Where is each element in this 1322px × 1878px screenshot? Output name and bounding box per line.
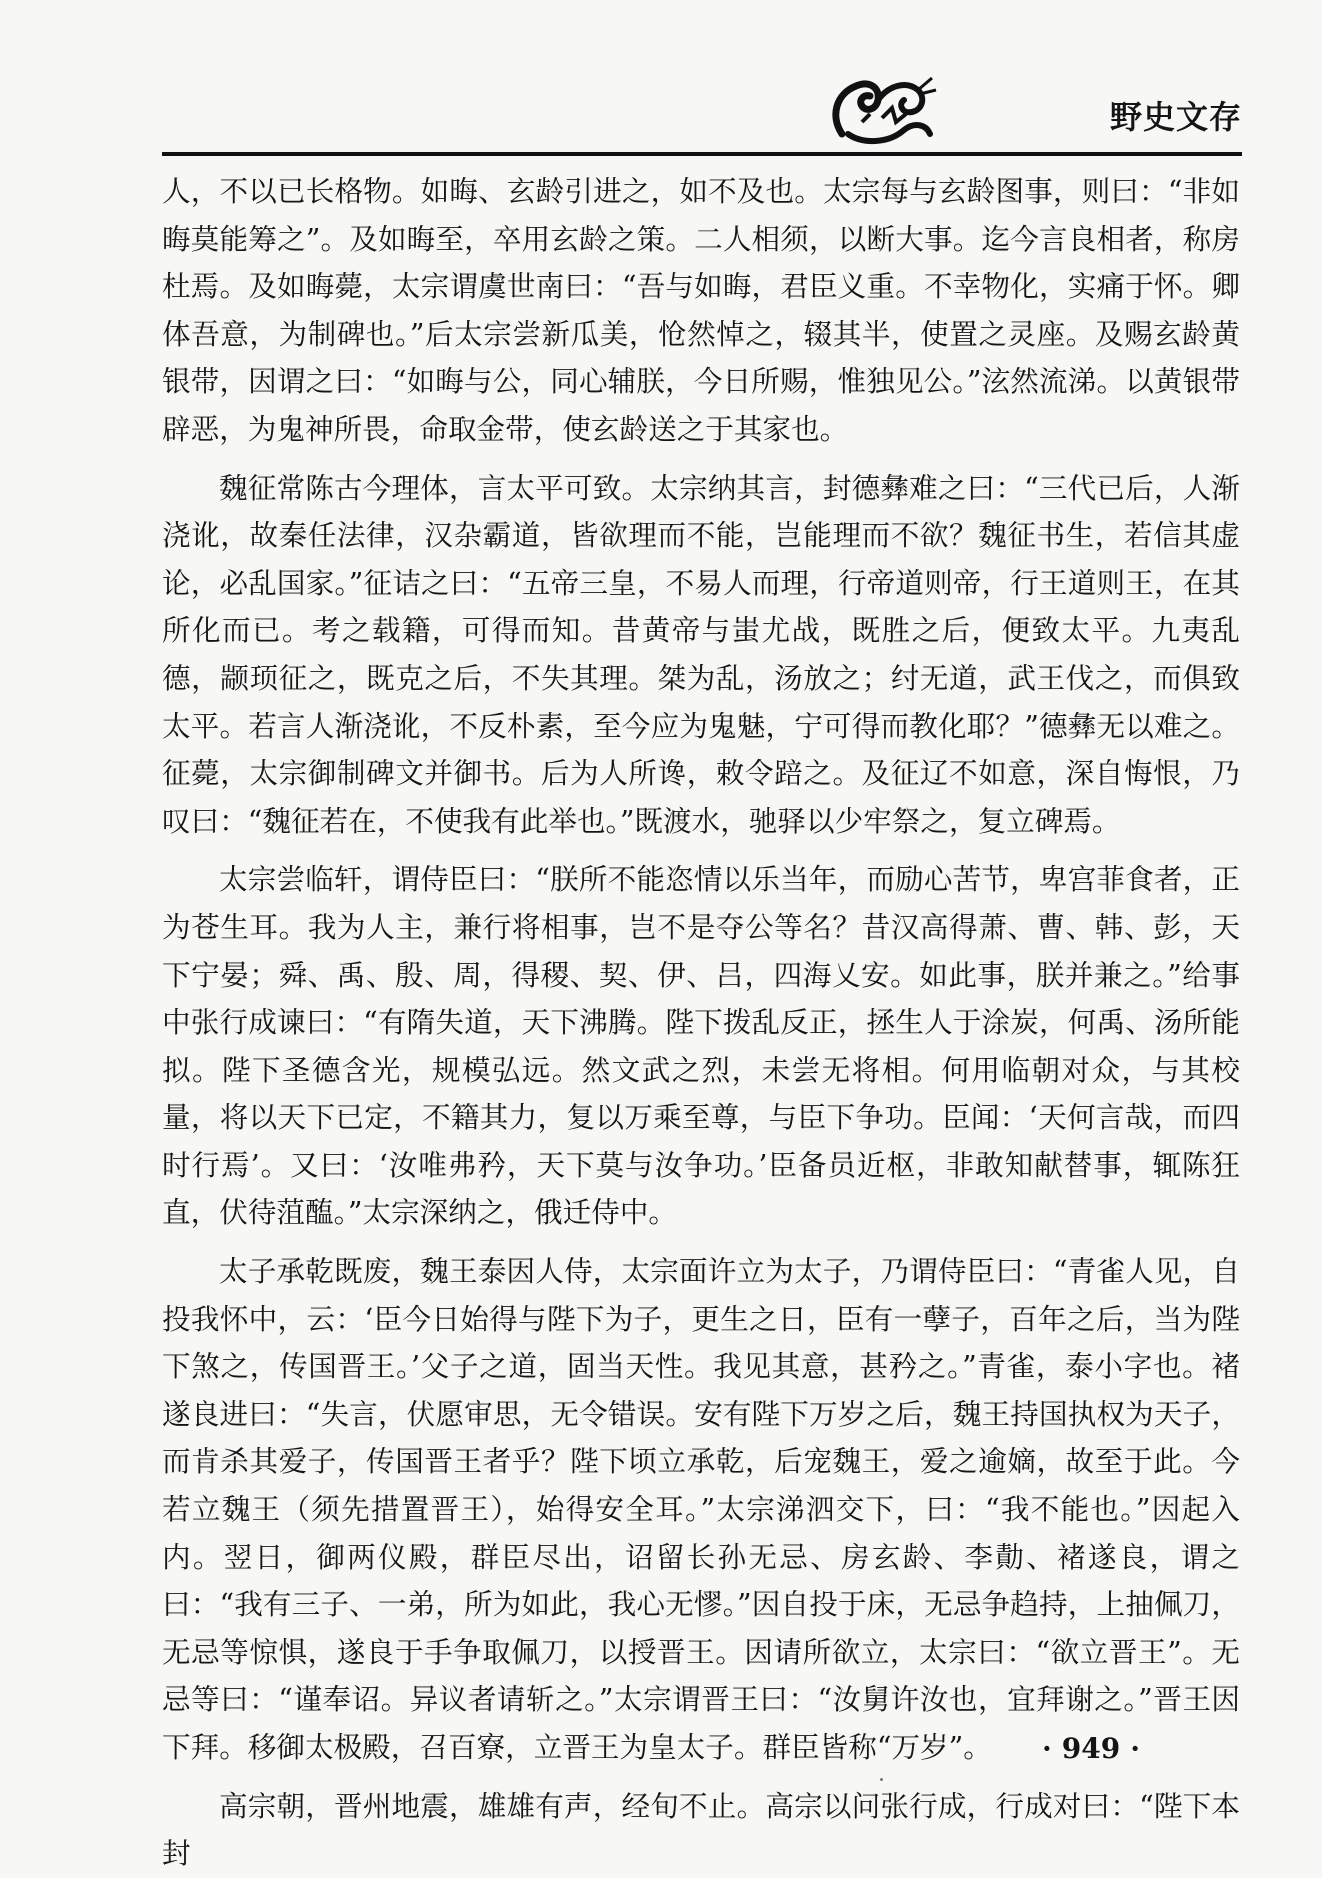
running-title: 野史文存 (1109, 98, 1242, 136)
footer-dot-right: · (1130, 1732, 1140, 1765)
paragraph-5: 高宗朝，晋州地震，雄雄有声，经旬不止。高宗以问张行成，行成对曰：“陛下本封 (162, 1788, 1240, 1871)
body-text (162, 168, 1240, 1878)
header-rule (162, 152, 1242, 156)
paragraph-3: 太宗尝临轩，谓侍臣曰：“朕所不能恣情以乐当年，而励心苦节，卑宫菲食者，正为苍生耳。我为人主，兼行将相事，岂不是夺公等名？昔汉高得萧、曹、韩、彭，天下宁晏；舜、禹、殷、周，得稷、契、伊、吕，四海乂安。如此事，朕并兼之。”给事中张行成谏曰：“有隋失道，天下沸腾。陛下拨乱反正，拯生人于涂炭，何禹、汤所能拟。陛下圣德含光，规模弘远。然文武之烈，未尝无将相。何用临朝对众，与其校量，将以天下已定，不籍其力，复以万乘至尊，与臣下争功。臣闻：‘天何言哉，而四时行焉’。又曰：‘汝唯弗矜，天下莫与汝争功。’臣备员近枢，非敢知献替事，辄陈狂直，伏待菹醢。”太宗深纳之，俄迁侍中。 (162, 862, 1240, 1230)
page-footer (1032, 1732, 1150, 1765)
paragraph-4: 太子承乾既废，魏王泰因人侍，太宗面许立为太子，乃谓侍臣曰：“青雀人见，自投我怀中，云：‘臣今日始得与陛下为子，更生之日，臣有一孽子，百年之后，当为陛下煞之，传国晋王。’父子之道，固当天性。我见其意，甚矜之。”青雀，泰小字也。褚遂良进曰：“失言，伏愿审思，无令错误。安有陛下万岁之后，魏王持国执权为天子，而肯杀其爱子，传国晋王者乎？陛下顷立承乾，后宠魏王，爱之逾嫡，故至于此。今若立魏王（须先措置晋王），始得安全耳。”太宗涕泗交下，曰：“我不能也。”因起入内。翌日，御两仪殿，群臣尽出，诏留长孙无忌、房玄龄、李勣、褚遂良，谓之曰：“我有三子、一弟，所为如此，我心无憀。”因自投于床，无忌争趋持，上抽佩刀，无忌等惊惧，遂良于手争取佩刀，以授晋王。因请所欲立，太宗曰：“欲立晋王”。无忌等曰：“谨奉诏。异议者请斩之。”太宗谓晋王曰：“汝舅许汝也，宜拜谢之。”晋王因下拜。移御太极殿，召百寮，立晋王为皇太子。群臣皆称“万岁”。 (162, 1254, 1240, 1764)
dragon-emblem-icon (822, 64, 942, 156)
paragraph-2: 魏征常陈古今理体，言太平可致。太宗纳其言，封德彝难之曰：“三代已后，人渐浇讹，故秦任法律，汉杂霸道，皆欲理而不能，岂能理而不欲？魏征书生，若信其虚论，必乱国家。”征诘之曰：“五帝三皇，不易人而理，行帝道则帝，行王道则王，在其所化而已。考之载籍，可得而知。昔黄帝与蚩尤战，既胜之后，便致太平。九夷乱德，颛顼征之，既克之后，不失其理。桀为乱，汤放之；纣无道，武王伐之，而俱致太平。若言人渐浇讹，不反朴素，至今应为鬼魅，宁可得而教化耶？”德彝无以难之。征薨，太宗御制碑文并御书。后为人所谗，敕令踣之。及征辽不如意，深自悔恨，乃叹曰：“魏征若在，不使我有此举也。”既渡水，驰驿以少牢祭之，复立碑焉。 (162, 470, 1240, 838)
paragraph-1: 人，不以已长格物。如晦、玄龄引进之，如不及也。太宗每与玄龄图事，则曰：“非如晦莫能筹之”。及如晦至，卒用玄龄之策。二人相须，以断大事。迄今言良相者，称房杜焉。及如晦薨，太宗谓虞世南曰：“吾与如晦，君臣义重。不幸物化，实痛于怀。卿体吾意，为制碑也。”后太宗尝新瓜美，怆然悼之，辍其半，使置之灵座。及赐玄龄黄银带，因谓之曰：“如晦与公，同心辅朕，今日所赐，惟独见公。”泫然流涕。以黄银带辟恶，为鬼神所畏，命取金带，使玄龄送之于其家也。 (162, 174, 1240, 446)
page-number: 949 (1061, 1732, 1121, 1765)
page-header (162, 74, 1242, 156)
footer-dot-left: · (1042, 1732, 1052, 1765)
scan-speck (880, 1778, 883, 1781)
